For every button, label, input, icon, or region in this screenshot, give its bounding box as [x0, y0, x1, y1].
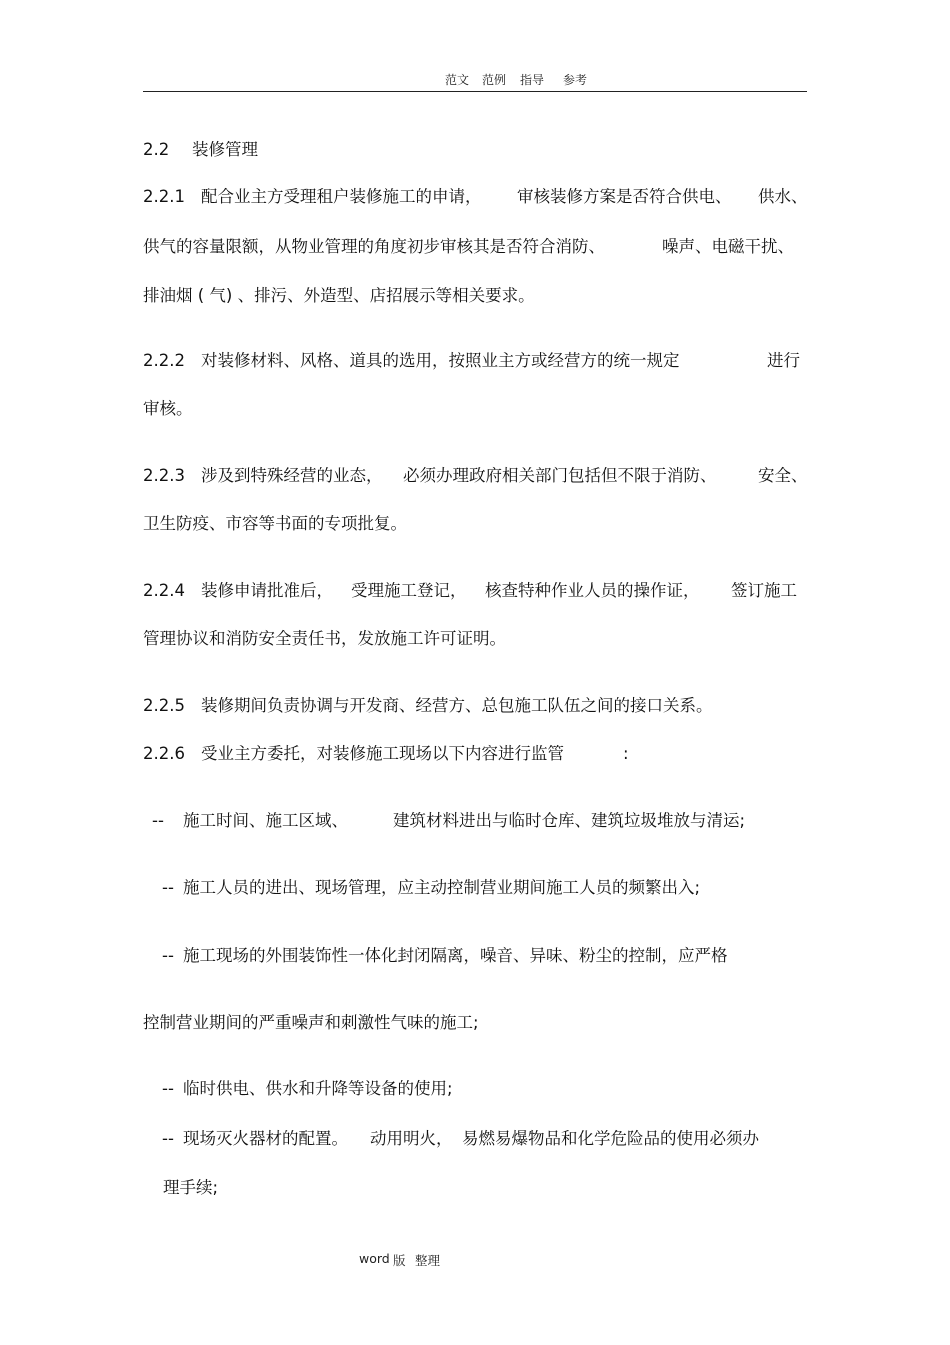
item-text: 涉及到特殊经营的业态， — [201, 466, 383, 485]
item-number: 2.2.3 — [143, 466, 185, 485]
item-number: 2.2.1 — [143, 187, 185, 206]
bullet-dash: -- — [162, 1079, 174, 1098]
bullet-text: 施工时间、施工区域、 — [183, 811, 348, 830]
bullet-dash: -- — [162, 1129, 174, 1148]
bullet-text: 施工现场的外围装饰性一体化封闭隔离，噪音、异味、粉尘的控制，应严格 — [183, 946, 728, 965]
item-text: 管理协议和消防安全责任书，发放施工许可证明。 — [143, 629, 506, 648]
bullet-text: 动用明火， — [370, 1129, 453, 1148]
item-text: 签订施工 — [731, 581, 797, 600]
bullet-text: 临时供电、供水和升降等设备的使用; — [183, 1079, 453, 1098]
item-number: 2.2.5 — [143, 696, 185, 715]
bullet-text: 建筑材料进出与临时仓库、建筑垃圾堆放与清运; — [393, 811, 746, 830]
item-text: : — [623, 744, 629, 763]
item-text: 审核装修方案是否符合供电、 — [517, 187, 732, 206]
section-title: 装修管理 — [192, 140, 258, 159]
footer-word-2: 版 — [393, 1253, 406, 1268]
item-text: 受理施工登记， — [351, 581, 467, 600]
item-text: 进行 — [767, 351, 800, 370]
bullet-dash: -- — [162, 878, 174, 897]
footer-word-3: 整理 — [415, 1253, 441, 1268]
header-word-2: 范例 — [482, 73, 507, 87]
bullet-text: 易燃易爆物品和化学危险品的使用必须办 — [462, 1129, 759, 1148]
header-word-4: 参考 — [563, 73, 588, 87]
bullet-continuation: 理手续; — [163, 1178, 219, 1197]
item-text: 配合业主方受理租户装修施工的申请， — [201, 187, 482, 206]
item-text: 供水、 — [758, 187, 808, 206]
bullet-dash: -- — [152, 811, 164, 830]
item-text: 审核。 — [143, 399, 193, 418]
item-number: 2.2.6 — [143, 744, 185, 763]
item-text: 供气的容量限额，从物业管理的角度初步审核其是否符合消防、 — [143, 237, 605, 256]
header-word-3: 指导 — [520, 73, 545, 87]
item-text: 卫生防疫、市容等书面的专项批复。 — [143, 514, 407, 533]
item-number: 2.2.2 — [143, 351, 185, 370]
item-text: 安全、 — [758, 466, 808, 485]
item-number: 2.2.4 — [143, 581, 185, 600]
bullet-text: 施工人员的进出、现场管理，应主动控制营业期间施工人员的频繁出入; — [183, 878, 701, 897]
bullet-continuation: 控制营业期间的严重噪声和刺激性气味的施工; — [143, 1013, 479, 1032]
header-rule — [143, 91, 807, 92]
bullet-dash: -- — [162, 946, 174, 965]
item-text: 对装修材料、风格、道具的选用，按照业主方或经营方的统一规定 — [201, 351, 680, 370]
item-text: 装修期间负责协调与开发商、经营方、总包施工队伍之间的接口关系。 — [201, 696, 713, 715]
item-text: 受业主方委托，对装修施工现场以下内容进行监管 — [201, 744, 564, 763]
item-text: 装修申请批准后， — [201, 581, 333, 600]
section-number: 2.2 — [143, 140, 170, 159]
item-text: 必须办理政府相关部门包括但不限于消防、 — [403, 466, 717, 485]
footer-word-1: word — [359, 1251, 390, 1266]
bullet-text: 现场灭火器材的配置。 — [183, 1129, 348, 1148]
item-text: 排油烟 ( 气) 、排污、外造型、店招展示等相关要求。 — [143, 286, 535, 305]
item-text: 噪声、电磁干扰、 — [662, 237, 794, 256]
item-text: 核查特种作业人员的操作证， — [485, 581, 700, 600]
header-word-1: 范文 — [445, 73, 470, 87]
